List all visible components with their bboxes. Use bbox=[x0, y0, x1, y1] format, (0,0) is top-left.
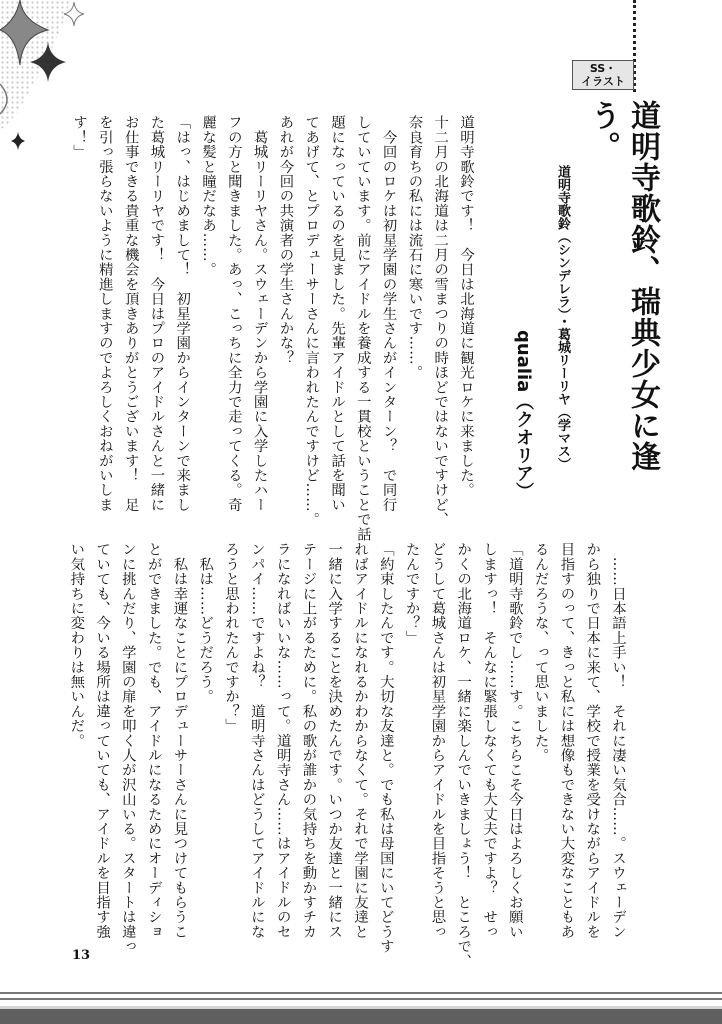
text-line: 一緒に入学することを決めたんです。いつか友達と一緒にス bbox=[326, 542, 343, 939]
text-line: 「道明寺歌鈴でし……す。こちらこそ今日はよろしくお願い bbox=[506, 542, 523, 939]
category-tag-line2: イラスト bbox=[581, 75, 625, 88]
text-line: 目指すのって、きっと私には想像もできない大変なこともあ bbox=[558, 542, 575, 939]
text-line: 奈良育ちの私には流石に寒いです……。 bbox=[406, 115, 423, 380]
text-line: とができました。でも、アイドルになるためにオーディショ bbox=[145, 542, 162, 939]
category-tag bbox=[572, 60, 634, 90]
footer-rule bbox=[0, 998, 722, 1000]
text-line: た葛城リーリヤです！ 今日はプロのアイドルさんと一緒に bbox=[148, 115, 165, 512]
text-line: ていても、今いる場所は違っていても、アイドルを目指す強 bbox=[94, 542, 111, 939]
text-column-upper bbox=[65, 115, 478, 542]
footer-bar bbox=[0, 1006, 722, 1024]
text-line: す！」 bbox=[71, 115, 88, 160]
page-number: 13 bbox=[72, 948, 91, 963]
text-line: い気持ちに変わりは無いんだ。 bbox=[68, 542, 85, 748]
author-name: qualia（クオリア） bbox=[513, 330, 534, 501]
four-point-star-icon bbox=[11, 132, 25, 150]
text-line: ればアイドルになれるかわからなくて。それで学園に友達と bbox=[352, 542, 369, 939]
story-title: 道明寺歌鈴、瑞典少女に逢う。 bbox=[585, 100, 660, 472]
text-line: かくの北海道ロケ、一緒に楽しんでいきましょう！ ところで、 bbox=[455, 542, 472, 969]
text-line: 今回のロケは初星学園の学生さんがインターン？ で同行 bbox=[380, 115, 397, 512]
text-line: るんだろうな、って思いました。 bbox=[532, 542, 549, 763]
text-line: 道明寺歌鈴です！ 今日は北海道に観光ロケに来ました。 bbox=[458, 115, 474, 498]
footer-rule bbox=[0, 992, 722, 994]
category-tag-line1: SS・ bbox=[589, 62, 617, 75]
text-line: あれが今回の共演者の学生さんかな？ bbox=[277, 115, 294, 365]
text-line: フの方と聞きました。あっ、こっちに全力で走ってくる。奇 bbox=[225, 115, 242, 512]
text-line: 「はっ、はじめまして！ 初星学園からインターンで来まし bbox=[174, 115, 191, 512]
text-line: たんですか？」 bbox=[403, 542, 420, 645]
text-line: ンパイ……ですよね？ 道明寺さんはどうしてアイドルにな bbox=[248, 542, 265, 939]
text-line: 題になっているのを見ました。先輩アイドルとして話を聞い bbox=[329, 115, 346, 512]
text-line: 私は……どうだろう。 bbox=[197, 542, 214, 704]
character-credits: 道明寺歌鈴（シンデレラ）・葛城リーリヤ（学マス） bbox=[555, 165, 570, 471]
text-line: 「約束したんです。大切な友達と。でも私は母国にいてどうす bbox=[377, 542, 394, 954]
text-line: ラになればいいな……って。道明寺さん……はアイドルのセ bbox=[274, 542, 291, 939]
text-line: ンに挑んだり、学園の扉を叩く人が沢山いる。スタートは違っ bbox=[119, 542, 136, 954]
text-line: どうして葛城さんは初星学園からアイドルを目指そうと思っ bbox=[429, 542, 446, 939]
text-line: 麗な髪と瞳だなあ……。 bbox=[200, 115, 217, 277]
text-line: てあげて、とプロデューサーさんに言われたんですけど……。 bbox=[303, 115, 320, 527]
text-line: テージに上がるために。私の歌が誰かの気持ちを動かすチカ bbox=[300, 542, 317, 939]
text-line: していています。前にアイドルを養成する一貫校ということで話 bbox=[354, 115, 371, 542]
text-line: を引っ張らないように精進しますのでよろしくおねがいしま bbox=[96, 115, 113, 512]
text-line: ろうと思われたんですか？」 bbox=[223, 542, 240, 734]
text-line: 葛城リーリヤさん。スウェーデンから学園に入学したハー bbox=[251, 115, 268, 512]
text-line: から独りで日本に来て、学校で授業を受けながらアイドルを bbox=[584, 542, 601, 939]
text-line: お仕事できる貴重な機会を頂きありがとうございます！ 足 bbox=[122, 115, 139, 512]
text-line: しますっ！ そんなに緊張しなくても大丈夫ですよ？ せっ bbox=[481, 542, 498, 939]
text-line: ……日本語上手い！ それに凄い気合……。スウェーデン bbox=[610, 542, 626, 939]
text-line: 十二月の北海道は二月の雪まつりの時ほどではないですけど、 bbox=[432, 115, 449, 527]
dotted-background-shape bbox=[0, 0, 70, 130]
text-line: 私は幸運なことにプロデューサーさんに見つけてもらうこ bbox=[171, 542, 188, 939]
